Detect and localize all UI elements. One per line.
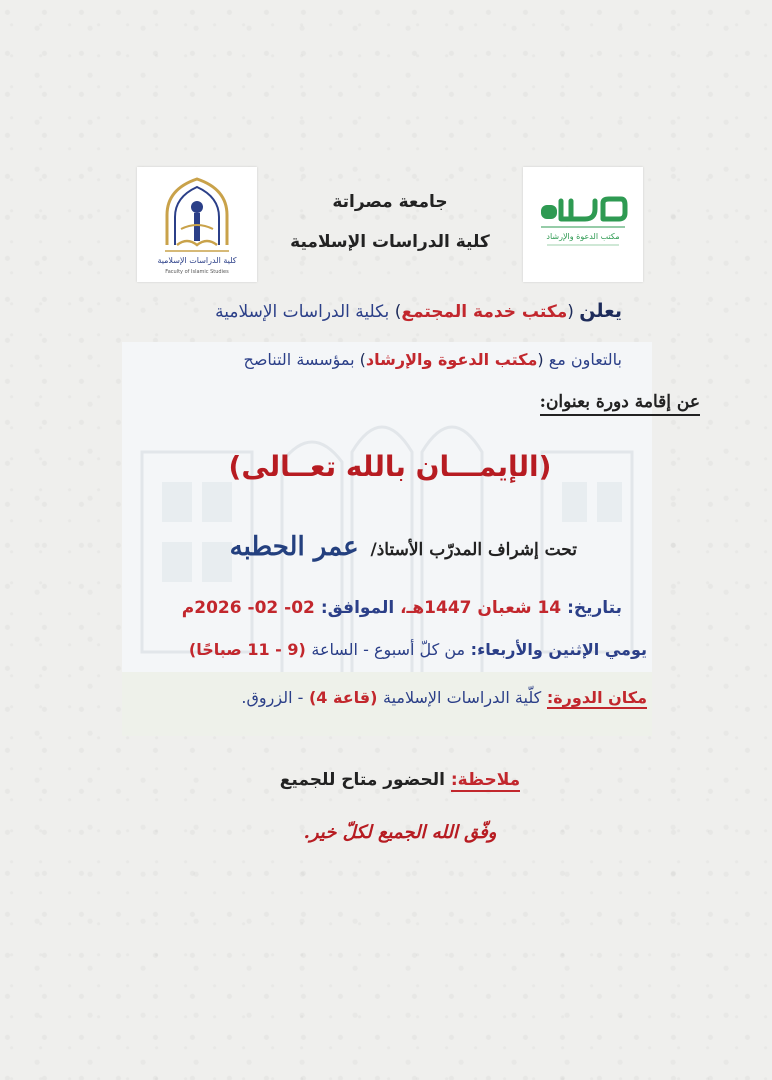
university-name: جامعة مصراتة [332, 192, 448, 212]
faculty-logo [137, 167, 257, 282]
note-line [200, 770, 600, 790]
cooperation-rest: بمؤسسة التناصح [243, 350, 355, 369]
date-line [120, 598, 622, 618]
tanasoh-logo-text: مكتب الدعوة والإرشاد [546, 232, 620, 241]
date-label: بتاريخ: [567, 598, 622, 618]
venue-line [120, 688, 647, 707]
emblem-english-caption: Faculty of Islamic Studies [165, 269, 229, 275]
note-text: الحضور متاح للجميع [279, 770, 445, 790]
supervisor-label: تحت إشراف المدرّب الأستاذ/ [370, 540, 577, 560]
days-frequency: من كلّ أسبوع - الساعة [311, 640, 466, 659]
trainer-name: عمر الحطبه [229, 532, 359, 562]
cooperation-office-close: ) [359, 350, 366, 369]
announce-office-open: ( [567, 302, 574, 322]
cooperation-office-open: ( [537, 350, 544, 369]
cooperation-line [120, 350, 622, 369]
course-title: (الإيمـــان بالله تعــالى) [228, 450, 552, 483]
announce-rest: بكلية الدراسات الإسلامية [215, 302, 390, 322]
emblem-arabic-caption: كلية الدراسات الإسلامية [157, 256, 237, 265]
date-gregorian: 02- 02- 2026م [181, 598, 315, 618]
announce-line [120, 300, 622, 322]
cooperation-office: مكتب الدعوة والإرشاد [365, 350, 538, 369]
announce-office: مكتب خدمة المجتمع [401, 302, 568, 322]
course-intro: عن إقامة دورة بعنوان: [540, 392, 700, 416]
days-label: يومي الإثنين والأربعاء: [470, 640, 647, 659]
date-hijri: 14 شعبان 1447هـ، [400, 598, 562, 618]
venue-place: كلّية الدراسات الإسلامية [383, 688, 542, 707]
announce-office-close: ) [394, 302, 402, 322]
date-label-2: الموافق: [320, 598, 395, 618]
announce-verb: يعلن [579, 300, 622, 322]
closing-line: وفّق الله الجميع لكلّ خير. [303, 822, 497, 843]
note-label: ملاحظة: [450, 770, 521, 790]
cooperation-prefix: بالتعاون مع [548, 350, 622, 369]
tanasoh-logo-icon [523, 167, 643, 282]
faculty-emblem-icon [137, 167, 257, 282]
venue-city: - الزروق. [241, 688, 304, 707]
venue-hall: (قاعة 4) [308, 688, 378, 707]
tanasoh-logo [523, 167, 643, 282]
venue-label: مكان الدورة: [546, 688, 647, 707]
days-time: (9 - 11 صباحًا) [188, 640, 306, 659]
faculty-name: كلية الدراسات الإسلامية [290, 232, 490, 252]
supervisor-line [230, 532, 577, 562]
days-line [120, 640, 647, 659]
